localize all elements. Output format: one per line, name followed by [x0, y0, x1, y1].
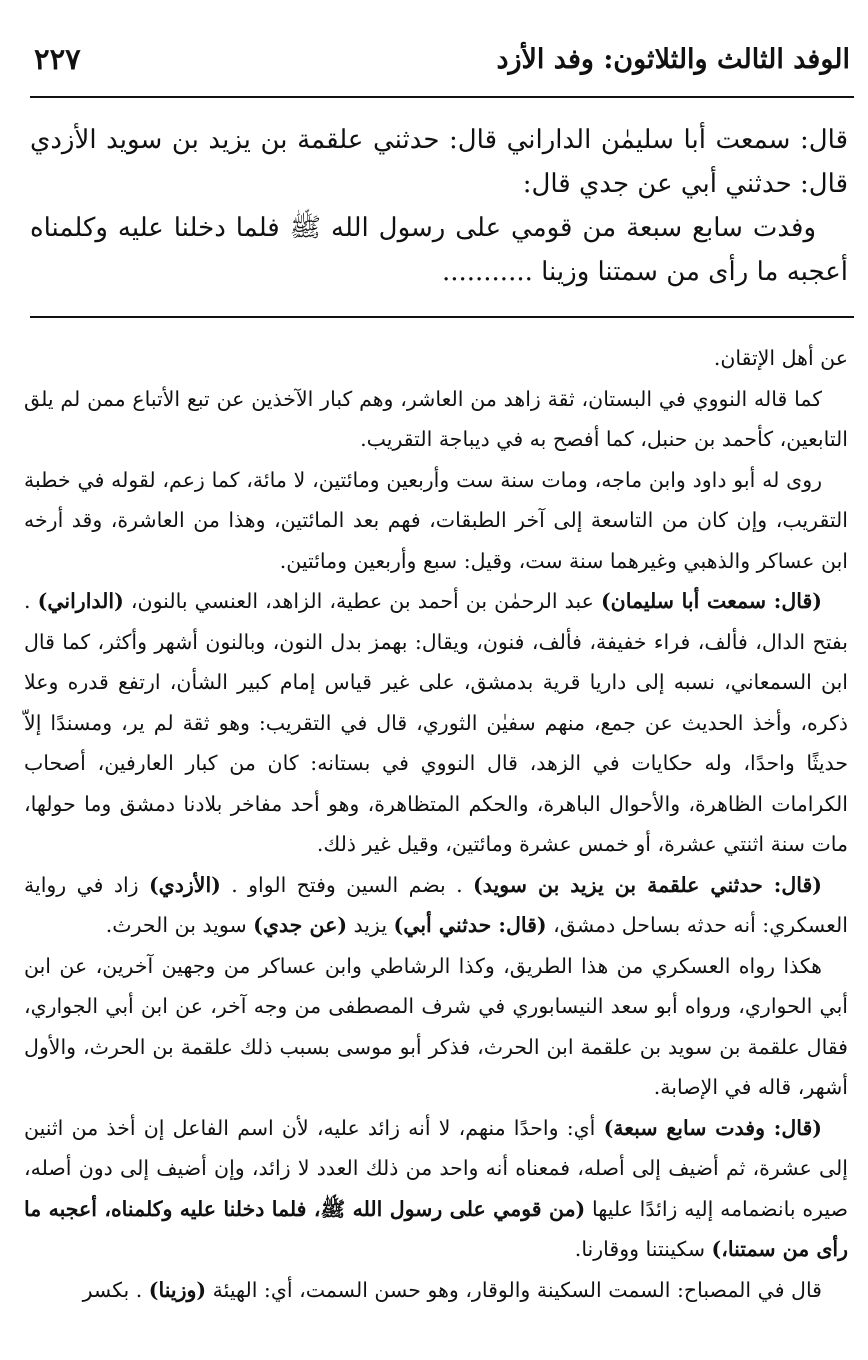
commentary-text: قال في المصباح: السمت السكينة والوقار، وهو حسن السمت، أي: الهيئة — [206, 1277, 822, 1302]
quoted-lemma: (الداراني) — [37, 589, 124, 613]
commentary-text: . بضم السين وفتح الواو . — [220, 872, 474, 897]
chapter-title: الوفد الثالث والثلاثون: وفد الأزد — [496, 44, 850, 75]
commentary-text: سكينتنا ووقارنا. — [574, 1237, 712, 1261]
commentary-text: زاد في رواية العسكري: أنه حدثه بساحل دمشق، — [24, 872, 848, 937]
commentary-text: عبد الرحمٰن بن أحمد بن عطية، الزاهد، العنسي بالنون، — [123, 589, 601, 613]
quoted-lemma: (الأزدي) — [148, 872, 221, 897]
commentary-paragraph — [24, 1108, 848, 1270]
quoted-lemma: (قال: وفدت سابع سبعة) — [603, 1115, 822, 1140]
commentary-paragraph: هكذا رواه العسكري من هذا الطريق، وكذا الرشاطي وابن عساكر من وجهين آخرين، عن ابن أبي الحواري، ورواه أبو سعد النيسابوري في شرف المصطفى من وجه آخر، عن ابن أبي الجواري، فقال علقمة بن سويد بن علقمة ابن الحرث، فذكر أبو موسى بسبب ذلك علقمة بن الحرث، والأول أشهر، قاله في الإصابة. — [24, 953, 848, 1099]
main-text-block — [30, 118, 848, 294]
matn-line-2: وفدت سابع سبعة من قومي على رسول الله ﷺ فلما دخلنا عليه وكلمناه أعجبه ما رأى من سمتنا وزينا ........... — [30, 213, 848, 287]
commentary-text: يزيد — [347, 913, 394, 937]
commentary-text: سويد بن الحرث. — [105, 913, 254, 937]
quoted-lemma: (وزينا) — [148, 1277, 207, 1302]
commentary-text: أي: واحدًا منهم، لا أنه زائد عليه، لأن اسم الفاعل إن أخذ من اثنين إلى عشرة، ثم أضيف إلى أصله، فمعناه أنه واحد من ذلك العدد لا زائد، وإن أضيف إلى دون أصله، صيره بانضمامه إليه زائدًا عليها — [24, 1115, 848, 1221]
commentary-block — [24, 338, 848, 1310]
header-rule — [30, 96, 854, 98]
commentary-paragraph: عن أهل الإتقان. — [713, 346, 848, 370]
commentary-text: . بكسر — [82, 1277, 149, 1302]
quoted-lemma: (قال: حدثني علقمة بن يزيد بن سويد) — [473, 872, 822, 897]
commentary-paragraph — [24, 1270, 848, 1311]
quoted-lemma: (من قومي على رسول الله ﷺ، فلما دخلنا عليه وكلمناه، أعجبه ما رأى من سمتنا،) — [24, 1196, 848, 1261]
section-divider — [30, 316, 854, 318]
commentary-paragraph: روى له أبو داود وابن ماجه، ومات سنة ست وأربعين ومائتين، لا مائة، كما زعم، لقوله في خطبة التقريب، وإن كان من التاسعة إلى آخر الطبقات، فهم بعد المائتين، وهذا من العاشرة، وقد أرخه ابن عساكر والذهبي وغيرهما سنة ست، وقيل: سبع وأربعين ومائتين. — [24, 467, 848, 573]
commentary-text: . بفتح الدال، فألف، فراء خفيفة، فألف، فنون، ويقال: بهمز بدل النون، وبالنون أشهر وأكثر، كما قال ابن السمعاني، نسبه إلى داريا قرية بدمشق، على غير قياس إمام كبير الشأن، ارتفع قدره وعلا ذكره، وأخذ الحديث عن جمع، منهم سفيٰن الثوري، قال في التقريب: وهو ثقة لم ير، ومسندًا إلاّ حديثًا واحدًا، وله حكايات في الزهد، قال النووي في بستانه: كان من كبار العارفين، أصحاب الكرامات الظاهرة، والأحوال الباهرة، والحكم المتظاهرة، وهو أحد مفاخر بلادنا دمشق وما حولها، مات سنة اثنتي عشرة، أو خمس عشرة ومائتين، وقيل غير ذلك. — [24, 589, 848, 856]
page-number: ٢٢٧ — [34, 42, 81, 76]
quoted-lemma: (عن جدي) — [253, 913, 348, 937]
commentary-paragraph — [24, 865, 848, 946]
quoted-lemma: (قال: سمعت أبا سليمان) — [600, 589, 822, 613]
commentary-paragraph: كما قاله النووي في البستان، ثقة زاهد من العاشر، وهم كبار الآخذين عن تبع الأتباع ممن لم يلق التابعين، كأحمد بن حنبل، كما أفصح به في ديباجة التقريب. — [24, 386, 848, 451]
commentary-paragraph — [24, 581, 848, 865]
matn-line-1: قال: سمعت أبا سليمٰن الداراني قال: حدثني علقمة بن يزيد بن سويد الأزدي قال: حدثني أبي عن جدي قال: — [30, 125, 848, 199]
running-header — [34, 40, 850, 92]
quoted-lemma: (قال: حدثني أبي) — [393, 913, 547, 937]
